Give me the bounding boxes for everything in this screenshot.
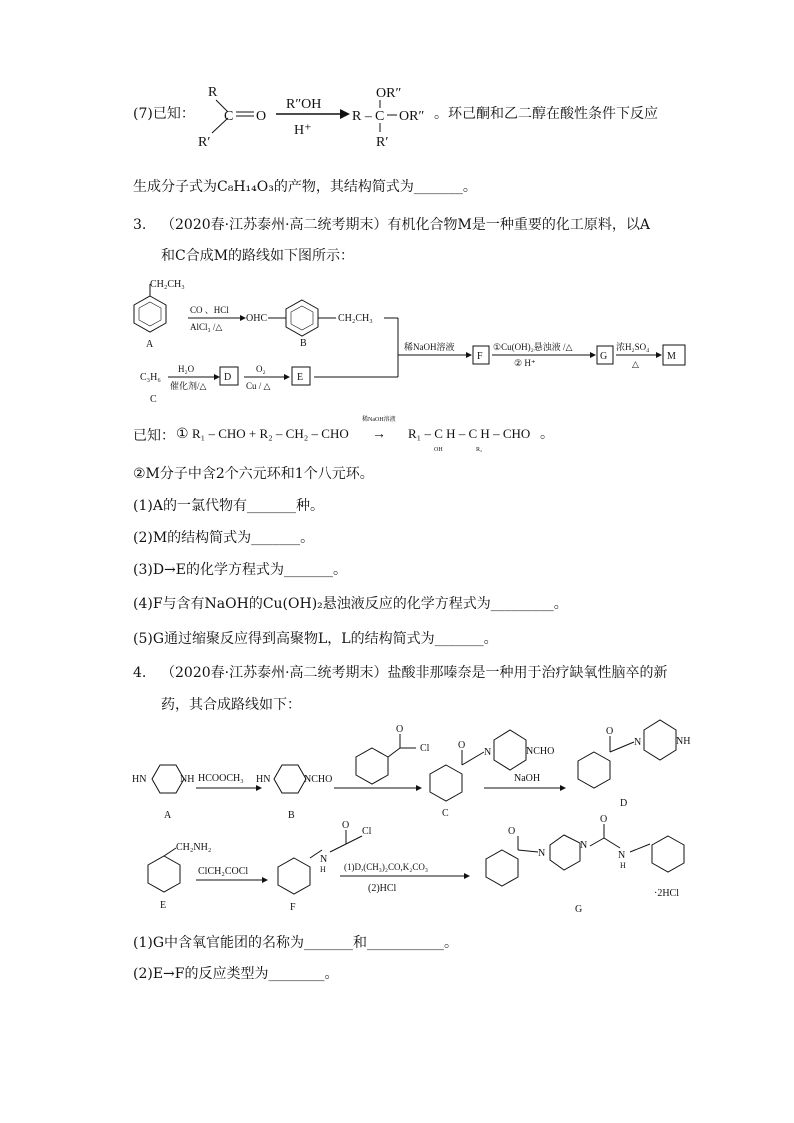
label-4d: D [620, 798, 628, 809]
alcl3-label: AlCl₃ /△ [190, 322, 223, 332]
question-4-number: 4. [133, 665, 147, 681]
ethyl-label: CH₂CH₃ [150, 279, 185, 290]
ohc-label: OHC [246, 313, 268, 324]
n-label-g1: N [538, 848, 546, 859]
compound-4b [256, 765, 332, 821]
clch2cocl-label: ClCH₂COCl [198, 866, 249, 877]
box-m: M [667, 351, 676, 362]
question-3-text: （2020春·江苏泰州·高二统考期末）有机化合物M是一种重要的化工原料，以A [161, 217, 650, 233]
o-label-g: O [508, 826, 516, 837]
question-4-1: (1)G中含氧官能团的名称为_______和___________。 [133, 935, 459, 951]
hn-label-b: HN [256, 774, 271, 785]
catalyst-label-3: 催化剂/△ [170, 381, 207, 391]
label-c: C [150, 394, 157, 405]
hcl-label: ·2HCl [654, 888, 679, 899]
n-label-f: N [320, 854, 328, 865]
question-3-4: (4)F与含有NaOH的Cu(OH)₂悬浊液反应的化学方程式为_________。 [133, 596, 568, 612]
question-4-heading-cont: 药，其合成路线如下： [161, 697, 301, 713]
step2-label: (2)HCl [368, 883, 397, 894]
n-label-d: N [634, 737, 642, 748]
h2o-label: H₂O [178, 364, 195, 374]
ch2nh2-label: CH₂NH₂ [176, 842, 212, 853]
label-4g: G [575, 904, 583, 915]
compound-b [246, 300, 373, 349]
nh-label-d: NH [676, 736, 691, 747]
compound-4e [148, 842, 268, 911]
question-3-heading [133, 214, 650, 234]
compound-4a [132, 765, 262, 821]
hcooch3-label: HCOOCH₃ [198, 773, 244, 784]
ncho-label-b: NCHO [304, 774, 333, 785]
question-3-2: (2)M的结构简式为_______。 [133, 530, 315, 546]
r-left-label: R – [352, 109, 372, 124]
question-3-number: 3. [133, 217, 147, 233]
ncho-label-c: NCHO [526, 746, 555, 757]
question-4-heading [133, 662, 668, 682]
question-3-3: (3)D→E的化学方程式为_______。 [133, 562, 348, 578]
o-label-c: O [458, 740, 466, 751]
naoh-label-4: NaOH [514, 773, 541, 784]
question-4-2: (2)E→F的反应类型为________。 [133, 966, 339, 982]
compound-a-ethylbenzene [134, 279, 185, 350]
h-plus-label: ② H⁺ [514, 358, 536, 368]
compound-4c [430, 730, 566, 819]
compound-4f [278, 820, 470, 913]
or-top-label: OR″ [376, 86, 402, 101]
circle-one: ① [176, 427, 189, 442]
box-g: G [600, 351, 608, 362]
question-7-answer-line: 生成分子式为C₈H₁₄O₃的产物，其结构简式为_______。 [133, 179, 477, 195]
h2so4-label: 浓H₂SO₄ [616, 342, 650, 352]
n-label-c1: N [484, 747, 492, 758]
naoh-label: 稀NaOH溶液 [404, 342, 455, 352]
phenacyl-chloride [334, 724, 430, 791]
co-hcl-label: CO 、HCl [190, 305, 229, 315]
n-label-g2: N [580, 840, 588, 851]
scheme7-tail: 。环己酮和乙二醇在酸性条件下反应 [434, 106, 658, 122]
label-4c: C [442, 808, 449, 819]
o-label-d: O [606, 726, 614, 737]
step1-label: (1)D,(CH₃)₂CO,K₂CO₃ [344, 862, 429, 872]
o2-label: O₂ [256, 364, 266, 374]
reaction-arrow-7 [276, 97, 350, 138]
eq-over: 稀NaOH溶液 [362, 417, 396, 423]
eq-right: R₁ – C H – C H – CHO [408, 426, 531, 441]
c3h6-label: C₃H₆ [140, 372, 161, 383]
label-4e: E [160, 900, 167, 911]
label-a: A [146, 339, 154, 350]
ketal-structure [352, 86, 424, 150]
c-label: C [224, 109, 234, 124]
cu-label: Cu / △ [246, 381, 271, 391]
cuoh-label: ①Cu(OH)₂悬浊液 /△ [493, 342, 573, 352]
box-e: E [297, 372, 304, 383]
question-3-1: (1)A的一氯代物有_______种。 [133, 498, 324, 514]
o-label-4: O [396, 724, 404, 735]
delta-label: △ [632, 359, 639, 369]
eq-r2: R₂ [476, 447, 483, 453]
catalyst-label: H⁺ [294, 123, 312, 138]
o-label: O [256, 109, 267, 124]
r-label: R [208, 85, 218, 100]
question-3-5: (5)G通过缩聚反应得到高聚物L，L的结构简式为_______。 [133, 631, 498, 647]
label-b: B [300, 338, 307, 349]
b-ethyl-label: CH₂CH₃ [338, 313, 373, 324]
reagent-label: R″OH [286, 97, 322, 112]
box-f: F [477, 351, 483, 362]
cl-label: Cl [420, 743, 430, 754]
label-4f: F [290, 902, 296, 913]
o-label-g2: O [600, 814, 608, 825]
label-4a: A [164, 810, 172, 821]
c2-label: C [375, 109, 385, 124]
r-prime-label: R′ [198, 135, 211, 150]
eq-left: R₁ – CHO + R₂ – CH₂ – CHO [192, 426, 349, 441]
label-4b: B [288, 810, 295, 821]
compound-4g [486, 814, 684, 915]
o-label-f: O [342, 820, 350, 831]
hn-label: HN [132, 774, 147, 785]
ketone-structure [198, 85, 266, 150]
question-3-heading-cont: 和C合成M的路线如下图所示： [161, 248, 355, 264]
cl-label-f: Cl [362, 826, 372, 837]
box-d: D [224, 372, 232, 383]
n-label-g3: N [618, 850, 626, 861]
known-equation-1 [176, 415, 554, 453]
known-2: ②M分子中含2个六元环和1个八元环。 [133, 466, 374, 482]
question-4-text: （2020春·江苏泰州·高二统考期末）盐酸非那嗪奈是一种用于治疗缺氧性脑卒的新 [161, 665, 668, 681]
arrow-a-b [188, 305, 246, 332]
known-prefix: 已知： [133, 428, 175, 444]
compound-4d [578, 720, 690, 809]
r-prime-bottom-label: R′ [376, 135, 389, 150]
eq-end: 。 [540, 427, 554, 442]
scheme7-prefix: (7)已知： [133, 106, 195, 122]
nh-label: NH [180, 774, 195, 785]
eq-arrow: → [372, 427, 386, 442]
or-right-label: OR″ [399, 109, 425, 124]
h-label-g: H [620, 861, 626, 870]
h-label-f: H [320, 865, 326, 874]
eq-oh: OH [434, 447, 443, 453]
